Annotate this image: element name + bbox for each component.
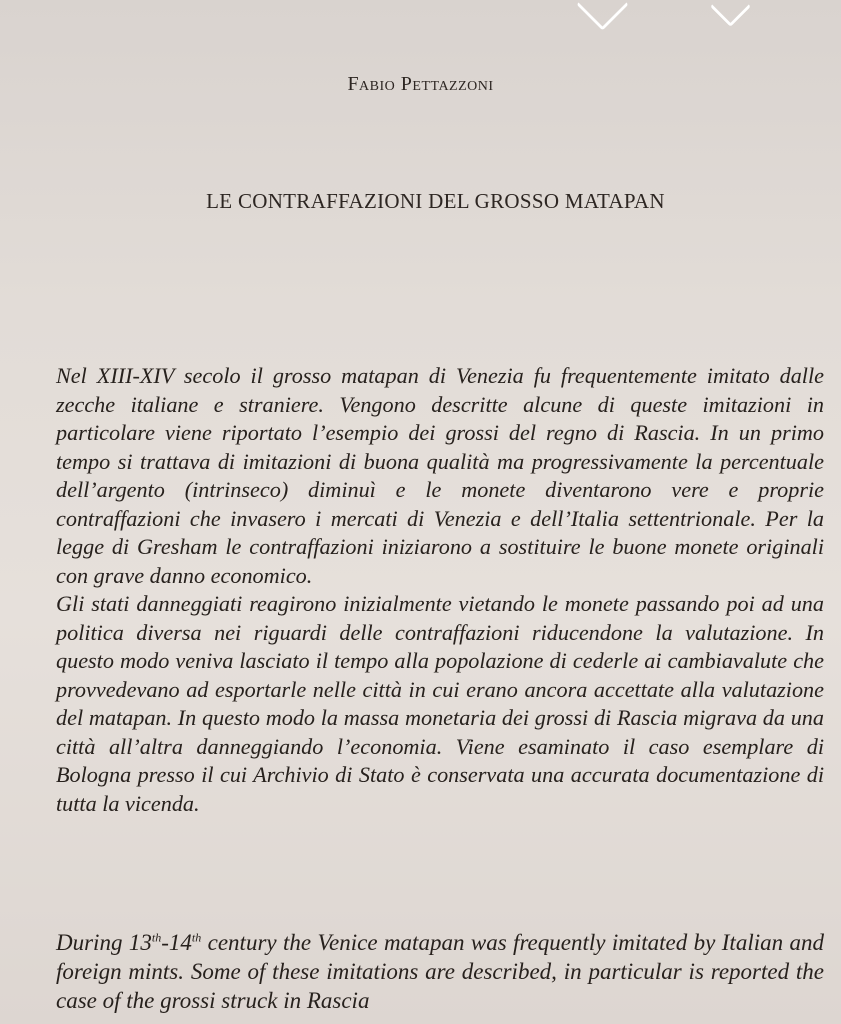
abstract-english-paragraph — [56, 928, 824, 1015]
abstract-italian — [56, 362, 824, 818]
abstract-paragraph-2: Gli stati danneggiati reagirono inizialmente vietando le monete passando poi ad una politica diversa nei riguardi delle contraffazioni riducendone la valutazione. In questo modo veniva lasciato il tempo alla popolazione di cederle ai cambiavalute che provvedevano ad esportarle nelle città in cui erano ancora accettate alla valutazione del matapan. In questo modo la massa monetaria dei grossi di Rascia migrava da una città all’altra danneggiando l’economia. Viene esaminato il caso esemplare di Bologna presso il cui Archivio di Stato è conservata una accurata documentazione di tutta la vicenda. — [56, 591, 824, 816]
author-name: Fabio Pettazzoni — [347, 73, 494, 95]
abstract-en-sup-1: th — [151, 930, 162, 945]
abstract-paragraph-1: Nel XIII-XIV secolo il grosso matapan di Venezia fu frequentemente imitato dalle zecche italiane e straniere. Vengono descritte alcune di queste imitazioni in particolare viene riportato l’esempio dei grossi del regno di Rascia. In un primo tempo si trattava di imitazioni di buona qualità ma progressivamente la percentuale dell’argento (intrinseco) diminuì e le monete diventarono vere e proprie contraffazioni che invasero i mercati di Venezia e dell’Italia settentrionale. Per la legge di Gresham le contraffazioni iniziarono a sostituire le buone monete originali con grave danno economico. — [56, 363, 824, 588]
article-title: LE CONTRAFFAZIONI DEL GROSSO MATAPAN — [206, 189, 665, 213]
chevron-down-icon[interactable] — [710, 0, 751, 27]
abstract-en-during: During 13 — [56, 930, 152, 955]
abstract-english — [56, 928, 824, 1015]
chevron-down-icon[interactable] — [576, 0, 628, 31]
abstract-en-rest: century the Venice matapan was frequently imitated by Italian and foreign mints. Some of these imitations are described, in particular is reported the case of the grossi struck in Rascia — [56, 930, 825, 1013]
abstract-en-dash: -14 — [161, 930, 192, 955]
abstract-en-sup-2: th — [191, 930, 202, 945]
